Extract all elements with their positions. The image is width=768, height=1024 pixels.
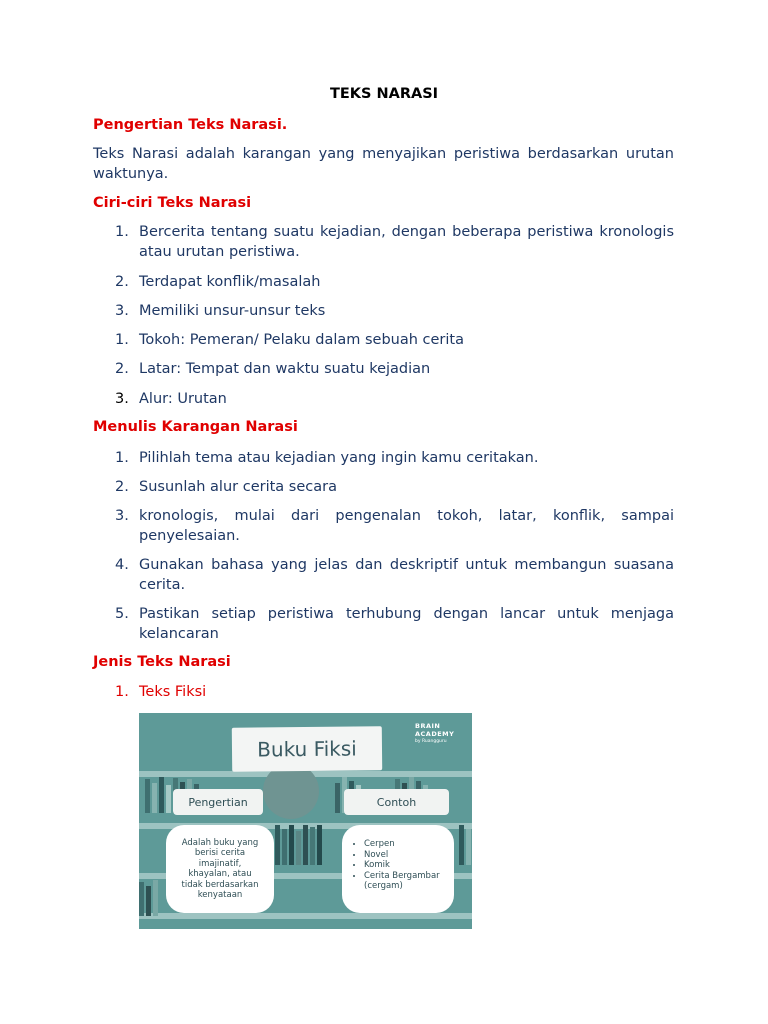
- list-text: Terdapat konflik/masalah: [139, 274, 321, 290]
- logo-by: by Ruangguru: [415, 739, 447, 744]
- list-text: Memiliki unsur-unsur teks: [139, 303, 326, 319]
- list-number: 1.: [115, 332, 129, 348]
- paragraph-pengertian: Teks Narasi adalah karangan yang menyajikan peristiwa berdasarkan urutan waktunya.: [93, 146, 674, 182]
- list-text: Pastikan setiap peristiwa terhubung dengan lancar untuk menjaga kelancaran: [139, 606, 674, 642]
- heading-jenis: Jenis Teks Narasi: [93, 654, 231, 670]
- heading-pengertian: Pengertian Teks Narasi.: [93, 117, 288, 133]
- list-number: 1.: [115, 450, 129, 466]
- shelf-decoration: [139, 913, 472, 919]
- list-number: 5.: [115, 606, 129, 622]
- books-decoration: [275, 825, 335, 865]
- definition-card: [166, 825, 274, 913]
- person-photo-decoration: [263, 763, 319, 819]
- example-item: • Cerpen: [364, 839, 454, 850]
- list-number: 3.: [115, 303, 129, 319]
- examples-list: [342, 825, 454, 892]
- books-decoration: [139, 876, 169, 916]
- list-text: Tokoh: Pemeran/ Pelaku dalam sebuah cerita: [139, 332, 464, 348]
- list-number: 2.: [115, 361, 129, 377]
- list-number: 3.: [115, 391, 129, 407]
- list-text: Alur: Urutan: [139, 391, 227, 407]
- list-number: 3.: [115, 508, 129, 524]
- list-text: Bercerita tentang suatu kejadian, dengan beberapa peristiwa kronologis atau urutan peristiwa.: [139, 224, 674, 260]
- heading-menulis: Menulis Karangan Narasi: [93, 419, 298, 435]
- heading-ciri-ciri: Ciri-ciri Teks Narasi: [93, 195, 252, 211]
- list-text: Pilihlah tema atau kejadian yang ingin kamu ceritakan.: [139, 450, 539, 466]
- label-pengertian: Pengertian: [173, 789, 263, 815]
- definition-text: Adalah buku yang berisi cerita imajinatif, khayalan, atau tidak berdasarkan kenyataan: [181, 837, 259, 900]
- list-text: Latar: Tempat dan waktu suatu kejadian: [139, 361, 431, 377]
- list-number: 1.: [115, 684, 129, 700]
- list-text: kronologis, mulai dari pengenalan tokoh, latar, konflik, sampai penyelesaian.: [139, 508, 674, 544]
- list-number: 1.: [115, 224, 129, 240]
- example-item: • Novel: [364, 850, 454, 861]
- list-text: Teks Fiksi: [139, 684, 207, 700]
- examples-card: [342, 825, 454, 913]
- books-decoration: [459, 825, 472, 865]
- list-text: Gunakan bahasa yang jelas dan deskriptif untuk membangun suasana cerita.: [139, 557, 674, 593]
- logo-line2: ACADEMY: [415, 729, 455, 738]
- list-text: Susunlah alur cerita secara: [139, 479, 337, 495]
- example-item: • Komik: [364, 860, 454, 871]
- example-item: • Cerita Bergambar (cergam): [364, 871, 454, 892]
- logo-line1: BRAIN: [415, 722, 441, 730]
- label-contoh: Contoh: [344, 789, 449, 815]
- list-number: 4.: [115, 557, 129, 573]
- buku-fiksi-image: [139, 713, 472, 929]
- list-number: 2.: [115, 479, 129, 495]
- brain-academy-logo: [415, 723, 454, 746]
- banner-title: Buku Fiksi: [232, 726, 382, 772]
- document-title: TEKS NARASI: [329, 86, 439, 102]
- list-number: 2.: [115, 274, 129, 290]
